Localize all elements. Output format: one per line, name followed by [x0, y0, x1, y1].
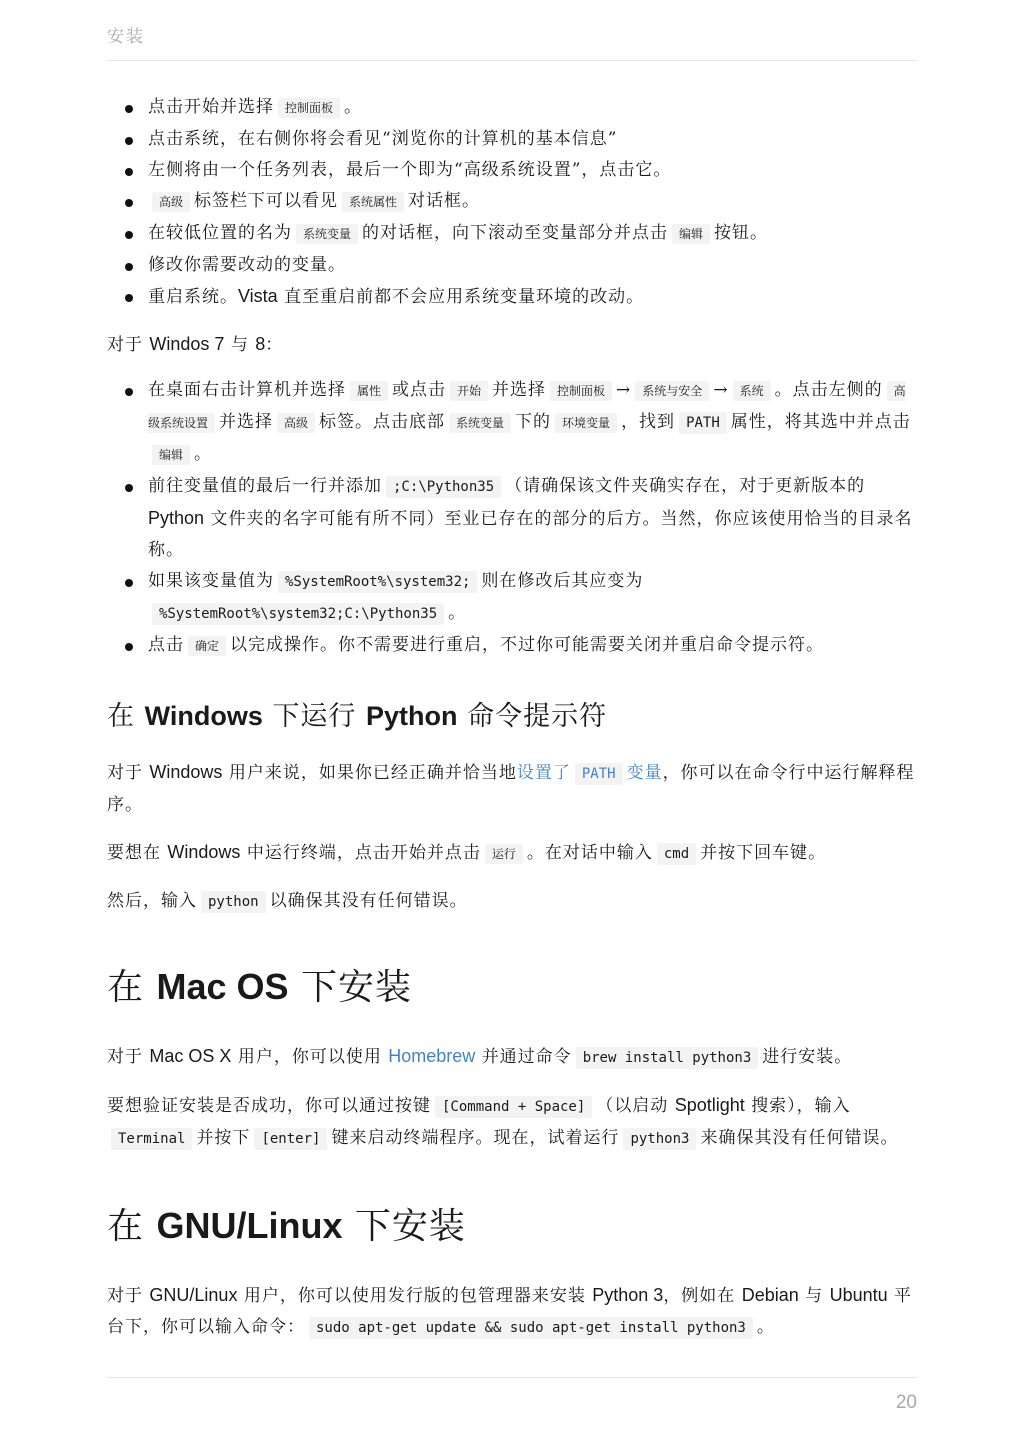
inline-code: 环境变量 — [555, 413, 617, 433]
inline-code: 控制面板 — [550, 381, 612, 401]
inline-code: 高级 — [277, 413, 315, 433]
inline-code: Terminal — [111, 1128, 192, 1150]
paragraph: 要想在 Windows 中运行终端，点击开始并点击 运行 。在对话中输入 cmd 并按下回车键。 — [107, 842, 827, 863]
inline-code: 系统属性 — [342, 192, 404, 212]
paragraph: 对于 Windows 用户来说，如果你已经正确并恰当地设置了 PATH 变量，你可以在命令行中运行解释程序。 — [107, 762, 915, 815]
inline-code: sudo apt-get update && sudo apt-get install python3 — [309, 1317, 753, 1339]
inline-code: [Command + Space] — [435, 1096, 592, 1118]
list-item: 左侧将由一个任务列表，最后一个即为“高级系统设置”，点击它。 — [107, 155, 917, 186]
list-item: 前往变量值的最后一行并添加 ;C:\Python35 （请确保该文件夹确实存在，对于更新版本的 Python 文件夹的名字可能有所不同）至业已存在的部分的后方。当然，你应该使用恰当的目录名称。 — [107, 471, 917, 566]
inline-code: 高级系统设置 — [148, 381, 906, 433]
list-item: 重启系统。Vista 直至重启前都不会应用系统变量环境的改动。 — [107, 281, 917, 313]
page-footer — [107, 1377, 917, 1414]
inline-code: 属性 — [350, 381, 388, 401]
list-item: 点击系统，在右侧你将会看见“浏览你的计算机的基本信息” — [107, 124, 917, 155]
inline-code: 确定 — [188, 636, 226, 656]
page-content — [107, 92, 917, 1344]
inline-code: 系统与安全 — [635, 381, 709, 401]
inline-code: ;C:\Python35 — [386, 476, 501, 498]
list-item: 修改你需要改动的变量。 — [107, 250, 917, 281]
list-item: 在桌面右击计算机并选择 属性 或点击 开始 并选择 控制面板 → 系统与安全 → 系统 。点击左侧的 高级系统设置 并选择 高级 标签。点击底部 系统变量 下的 环境变量 ，找到 PATH 属性，将其选中并点击编辑 。 — [107, 375, 917, 471]
section-heading-windows-run: 在 Windows 下运行 Python 命令提示符 — [107, 701, 608, 732]
inline-code: 运行 — [485, 844, 523, 864]
list-item: 如果该变量值为 %SystemRoot%\system32; 则在修改后其应变为 %SystemRoot%\system32;C:\Python35 。 — [107, 566, 917, 630]
vista-step-list — [107, 92, 917, 313]
list-item: 点击开始并选择 控制面板 。 — [107, 92, 917, 124]
inline-code: PATH — [575, 763, 623, 785]
inline-code: python — [201, 891, 266, 913]
list-item: 在较低位置的名为 系统变量 的对话框，向下滚动至变量部分并点击 编辑 按钮。 — [107, 218, 917, 250]
inline-code: %SystemRoot%\system32;C:\Python35 — [152, 603, 444, 625]
inline-code: 编辑 — [672, 224, 710, 244]
arrow-icon: → — [713, 380, 729, 400]
page-number: 20 — [895, 1392, 917, 1413]
inline-code: 系统 — [733, 381, 771, 401]
paragraph: 对于 Mac OS X 用户，你可以使用 Homebrew 并通过命令 brew install python3 进行安装。 — [107, 1046, 853, 1067]
inline-code: cmd — [657, 843, 696, 865]
inline-code: 开始 — [450, 381, 488, 401]
homebrew-link[interactable]: Homebrew — [388, 1046, 476, 1066]
inline-code: 控制面板 — [278, 98, 340, 118]
section-heading-linux: 在 GNU/Linux 下安装 — [107, 1205, 466, 1247]
inline-code: 系统变量 — [296, 224, 358, 244]
inline-code: python3 — [623, 1128, 696, 1150]
section-heading-mac: 在 Mac OS 下安装 — [107, 966, 412, 1008]
win78-intro: 对于 Windos 7 与 8： — [107, 334, 284, 355]
paragraph: 然后，输入 python 以确保其没有任何错误。 — [107, 891, 468, 911]
inline-code: 系统变量 — [449, 413, 511, 433]
arrow-icon: → — [616, 380, 632, 400]
inline-code: %SystemRoot%\system32; — [278, 571, 477, 593]
list-item: 点击 确定 以完成操作。你不需要进行重启，不过你可能需要关闭并重启命令提示符。 — [107, 630, 917, 662]
inline-code: 高级 — [152, 192, 190, 212]
running-header — [107, 22, 917, 61]
win78-step-list — [107, 375, 917, 662]
inline-code: PATH — [679, 412, 727, 434]
set-path-variable-link[interactable]: 设置了 PATH 变量 — [516, 763, 663, 783]
inline-code: [enter] — [254, 1128, 327, 1150]
inline-code: 编辑 — [152, 445, 190, 465]
paragraph: 要想验证安装是否成功，你可以通过按键 [Command + Space] （以启动 Spotlight 搜索），输入Terminal 并按下 [enter] 键来启动终端程序。现在，试着运行 python3 来确保其没有任何错误。 — [107, 1095, 899, 1148]
list-item: 高级 标签栏下可以看见 系统属性 对话框。 — [107, 186, 917, 218]
running-title: 安装 — [107, 27, 145, 47]
inline-code: brew install python3 — [576, 1047, 759, 1069]
paragraph: 对于 GNU/Linux 用户，你可以使用发行版的包管理器来安装 Python 3，例如在 Debian 与 Ubuntu 平台下，你可以输入命令： sudo apt-get update && sudo apt-get install python3 。 — [107, 1285, 913, 1337]
